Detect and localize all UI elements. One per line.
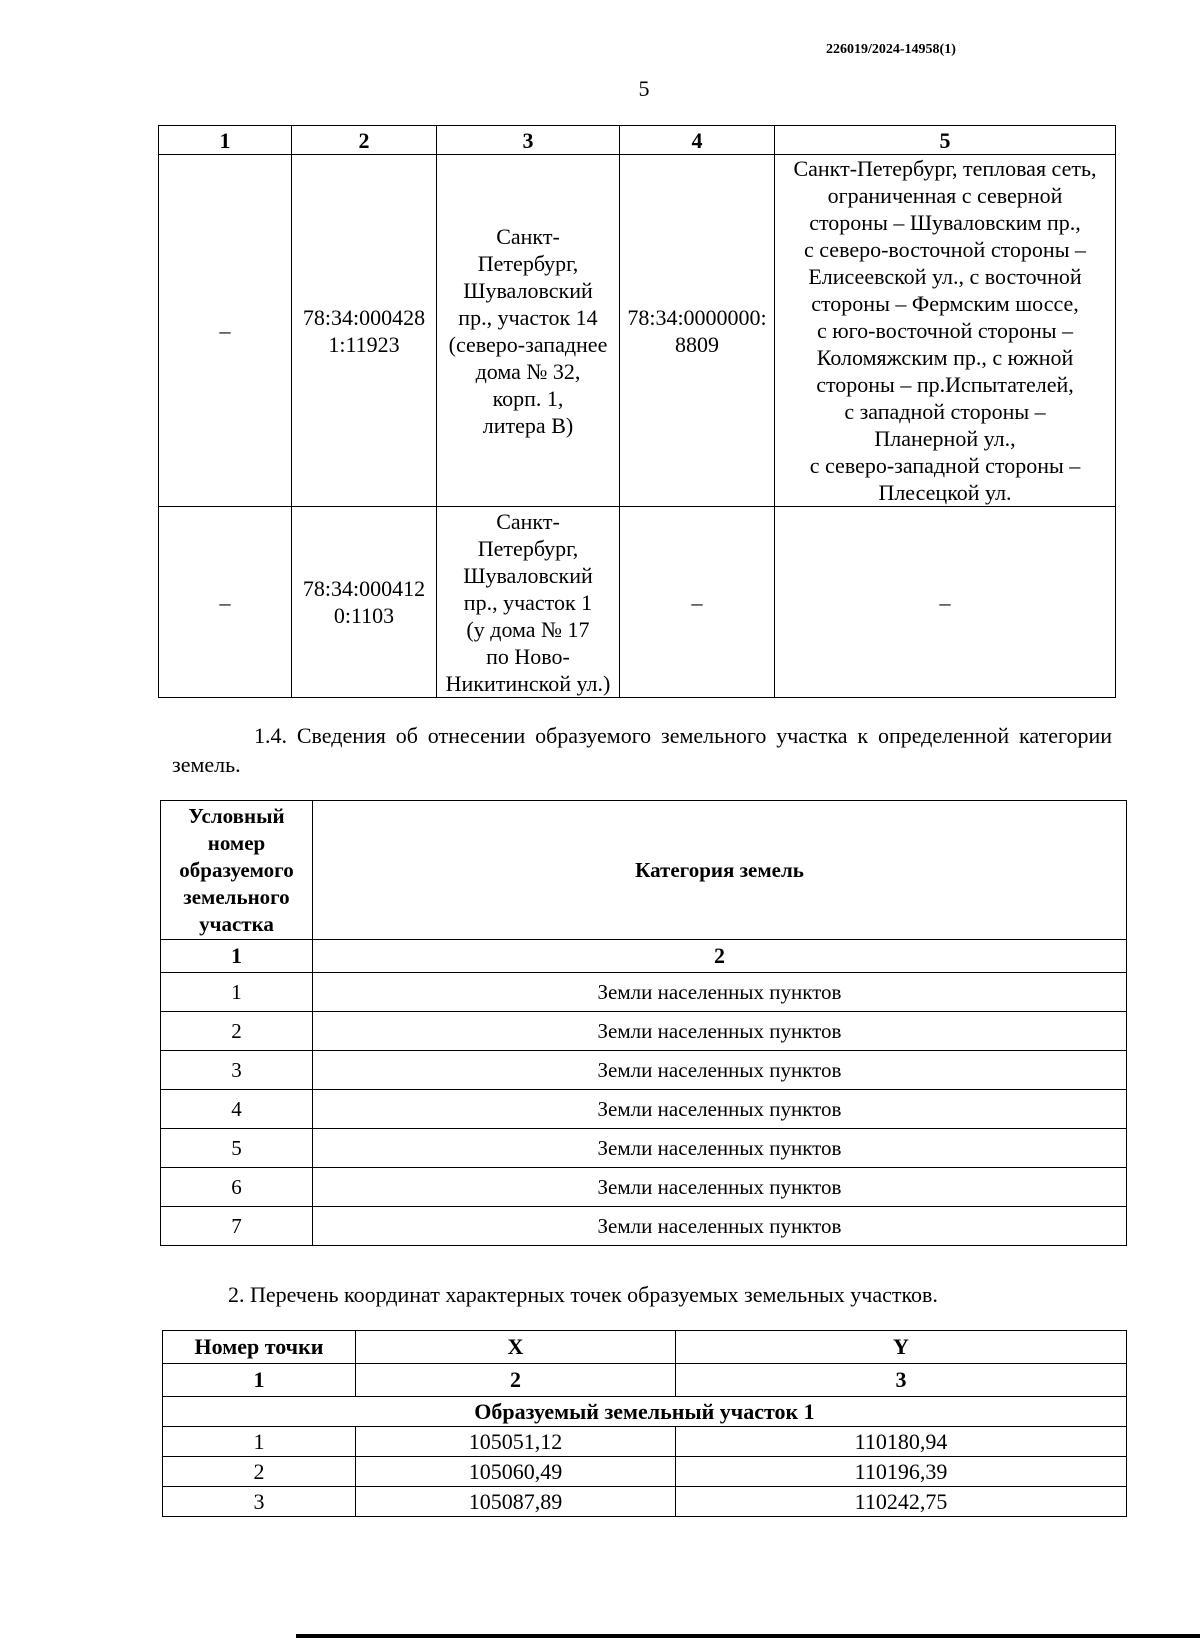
parcel-number: 3	[161, 1051, 313, 1090]
parcels-table-header-row	[159, 126, 1116, 155]
x-coordinate: 105087,89	[356, 1487, 676, 1517]
cell-line: с северо-западной стороны –	[809, 453, 1081, 478]
table-row	[159, 155, 1116, 507]
cadastral-number-cell	[620, 155, 775, 507]
header-line: образуемого	[179, 857, 294, 882]
cell-line: Петербург,	[477, 535, 579, 561]
column-index: 1	[161, 940, 313, 973]
point-number: 2	[163, 1457, 356, 1487]
parcel-number: 6	[161, 1168, 313, 1207]
y-coordinate: 110242,75	[676, 1487, 1127, 1517]
land-category: Земли населенных пунктов	[313, 1168, 1127, 1207]
point-number: 1	[163, 1427, 356, 1457]
table-row	[161, 973, 1127, 1012]
header-line: участка	[199, 911, 274, 936]
header-line: земельного	[183, 884, 290, 909]
coordinates-table	[162, 1330, 1127, 1517]
table-row	[163, 1457, 1127, 1487]
cell-line: –	[939, 589, 951, 615]
table-row	[161, 1090, 1127, 1129]
header-line: номер	[207, 830, 266, 855]
cell-line: Шуваловский	[463, 277, 593, 303]
cell-line: Елисеевской ул., с восточной	[808, 264, 1082, 289]
page-number: 5	[638, 76, 650, 101]
table-row	[159, 507, 1116, 698]
address-cell	[437, 155, 620, 507]
cell-line: Санкт-	[496, 223, 560, 249]
point-number: 3	[163, 1487, 356, 1517]
table-row	[163, 1487, 1127, 1517]
cell-line: ограниченная с северной	[827, 183, 1063, 208]
cell-line: стороны – пр.Испытателей,	[816, 372, 1074, 397]
parcels-table	[158, 125, 1116, 698]
land-category-header-row	[161, 801, 1127, 940]
cell-line: с западной стороны –	[844, 399, 1046, 424]
cell-line: Планерной ул.,	[874, 426, 1016, 451]
table-cell	[775, 507, 1116, 698]
index-row	[163, 1364, 1127, 1397]
cell-line: 1:11923	[328, 331, 400, 357]
cadastral-number-cell	[292, 155, 437, 507]
cell-line: Шуваловский	[463, 562, 593, 588]
y-coordinate: 110196,39	[676, 1457, 1127, 1487]
section-row	[163, 1397, 1127, 1427]
parcel-number: 1	[161, 973, 313, 1012]
section-2-heading: 2. Перечень координат характерных точек образуемых земельных участков.	[228, 1282, 938, 1307]
land-category: Земли населенных пунктов	[313, 1129, 1127, 1168]
coordinates-header-row	[163, 1331, 1127, 1364]
cell-line: пр., участок 1	[463, 589, 593, 615]
table-row	[161, 1012, 1127, 1051]
x-coordinate: 105060,49	[356, 1457, 676, 1487]
cell-line: 78:34:000428	[302, 304, 426, 330]
column-header: 3	[437, 126, 620, 155]
description-cell	[775, 155, 1116, 507]
land-category-table	[160, 800, 1127, 1246]
cell-line: (у дома № 17	[466, 616, 590, 642]
cell-line: с северо-восточной стороны –	[804, 237, 1086, 262]
land-category: Земли населенных пунктов	[313, 1012, 1127, 1051]
column-index: 3	[676, 1364, 1127, 1397]
cell-line: Плесецкой ул.	[878, 480, 1012, 505]
table-row	[161, 1051, 1127, 1090]
cell-line: 78:34:000412	[302, 576, 426, 601]
cell-line: 0:1103	[333, 603, 395, 628]
parcel-number: 7	[161, 1207, 313, 1246]
x-header: X	[356, 1331, 676, 1364]
parcel-number: 2	[161, 1012, 313, 1051]
section-1-4-paragraph: 1.4. Сведения об отнесении образуемого земельного участка к определенной категории земель.	[172, 723, 1112, 777]
cadastral-number-cell	[292, 507, 437, 698]
table-row	[161, 1129, 1127, 1168]
document-id: 226019/2024-14958(1)	[826, 42, 956, 57]
point-number-header: Номер точки	[163, 1331, 356, 1364]
table-row	[163, 1427, 1127, 1457]
cell-line: стороны – Шуваловским пр.,	[809, 210, 1081, 235]
cell-line: Санкт-Петербург, тепловая сеть,	[793, 156, 1097, 181]
index-row	[161, 940, 1127, 973]
cell-line: дома № 32,	[475, 358, 581, 384]
land-category: Земли населенных пунктов	[313, 1051, 1127, 1090]
table-row	[161, 1207, 1127, 1246]
column-header: 5	[775, 126, 1116, 155]
y-coordinate: 110180,94	[676, 1427, 1127, 1457]
cell-line: 78:34:0000000:	[627, 304, 767, 330]
cell-line: (северо-западнее	[448, 331, 608, 357]
parcel-section-title: Образуемый земельный участок 1	[163, 1397, 1127, 1427]
column-index: 2	[356, 1364, 676, 1397]
table-cell: –	[159, 507, 292, 698]
cell-line: литера В)	[482, 412, 574, 438]
cell-line: по Ново-	[486, 643, 570, 669]
x-coordinate: 105051,12	[356, 1427, 676, 1457]
column-header: 1	[159, 126, 292, 155]
column-header: 2	[292, 126, 437, 155]
cell-line: Петербург,	[477, 250, 579, 276]
land-category: Земли населенных пунктов	[313, 1207, 1127, 1246]
land-category: Земли населенных пунктов	[313, 973, 1127, 1012]
cell-line: стороны – Фермским шоссе,	[811, 291, 1079, 316]
cell-line: Никитинской ул.)	[445, 670, 611, 696]
page-bottom-rule	[296, 1634, 1200, 1638]
land-category-header: Категория земель	[313, 801, 1127, 940]
column-index: 1	[163, 1364, 356, 1397]
cell-line: пр., участок 14	[458, 304, 598, 330]
parcel-number-header	[161, 801, 313, 940]
cell-line: –	[691, 589, 703, 615]
cell-line: Санкт-	[496, 508, 560, 534]
header-line: Условный	[188, 803, 285, 828]
table-cell: –	[159, 155, 292, 507]
column-index: 2	[313, 940, 1127, 973]
cell-line: с юго-восточной стороны –	[816, 318, 1074, 343]
table-row	[161, 1168, 1127, 1207]
parcel-number: 5	[161, 1129, 313, 1168]
land-category: Земли населенных пунктов	[313, 1090, 1127, 1129]
y-header: Y	[676, 1331, 1127, 1364]
address-cell	[437, 507, 620, 698]
table-cell	[620, 507, 775, 698]
parcel-number: 4	[161, 1090, 313, 1129]
column-header: 4	[620, 126, 775, 155]
cell-line: 8809	[675, 331, 719, 357]
cell-line: Коломяжским пр., с южной	[816, 345, 1074, 370]
cell-line: корп. 1,	[492, 385, 564, 411]
